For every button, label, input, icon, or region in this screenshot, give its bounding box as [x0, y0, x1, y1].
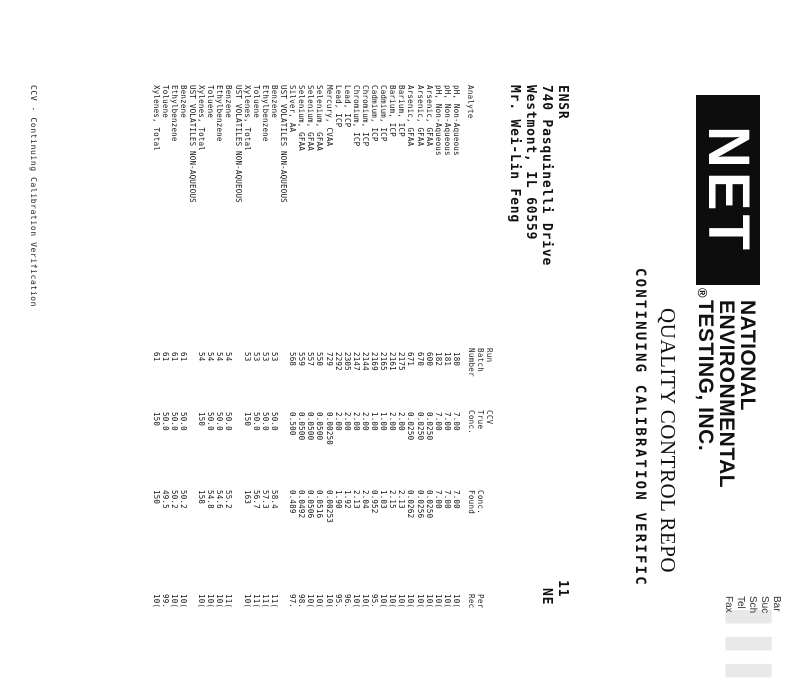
- cell-rec: 10(: [415, 594, 425, 609]
- cell-batch: 182: [433, 352, 443, 367]
- cell-found: 1.90: [333, 490, 343, 509]
- cell-found: 0.0250: [424, 490, 434, 519]
- column-header-run: Run: [485, 348, 494, 363]
- column-header-analyte: Analyte: [466, 85, 475, 119]
- company-line-2: ENVIRONMENTAL: [715, 300, 738, 489]
- cell-analyte: Toluene: [160, 85, 170, 119]
- cell-analyte: Toluene: [251, 85, 261, 119]
- cell-rec: 10(: [324, 594, 334, 609]
- cell-rec: 10(: [242, 594, 252, 609]
- company-line-3: TESTING, INC.: [694, 300, 717, 452]
- cell-analyte: Cadmium, ICP: [379, 85, 389, 142]
- cell-found: 0.0492: [297, 490, 307, 519]
- cell-rec: 10(: [406, 594, 416, 609]
- table-row: [407, 0, 415, 618]
- cell-found: 0.0262: [406, 490, 416, 519]
- cell-true-conc: 50.0: [215, 412, 225, 431]
- table-row: [306, 0, 314, 618]
- footnote: CCV - Continuing Calibration Verification: [29, 85, 38, 308]
- cell-batch: 2292: [333, 352, 343, 371]
- cell-batch: 2169: [370, 352, 380, 371]
- cell-true-conc: 150: [151, 412, 161, 427]
- cell-found: 2.13: [351, 490, 361, 509]
- cell-found: 158: [197, 490, 207, 505]
- table-row: [170, 0, 178, 618]
- net-logo: [696, 95, 760, 285]
- cell-true-conc: 50.0: [251, 412, 261, 431]
- cell-rec: 11(: [260, 594, 270, 609]
- cell-found: 1.92: [342, 490, 352, 509]
- cell-batch: 670: [415, 352, 425, 367]
- table-row: [243, 0, 251, 618]
- cell-found: 0.00253: [324, 490, 334, 524]
- cell-batch: 2175: [397, 352, 407, 371]
- cell-found: 1.03: [379, 490, 389, 509]
- cell-analyte: Silver, AA: [288, 85, 298, 133]
- side-line-4: Tel: [735, 596, 746, 609]
- cell-found: 56.7: [251, 490, 261, 509]
- cell-rec: 98.: [297, 594, 307, 609]
- table-row: [443, 0, 451, 618]
- cell-true-conc: 50.0: [160, 412, 170, 431]
- date-fragment: 11: [555, 580, 570, 598]
- cell-true-conc: 50.0: [224, 412, 234, 431]
- cell-rec: 10(: [151, 594, 161, 609]
- cell-analyte: Ethylbenzene: [169, 85, 179, 142]
- cell-batch: 2147: [351, 352, 361, 371]
- cell-true-conc: 2.00: [342, 412, 352, 431]
- table-row: [206, 0, 214, 618]
- column-header-conc-found-1: Conc.: [476, 490, 485, 515]
- cell-batch: 181: [442, 352, 452, 367]
- cell-analyte: pH, Non-Aqueous: [452, 85, 461, 156]
- cell-found: 0.489: [288, 490, 298, 514]
- table-row: [361, 0, 369, 618]
- column-header-true: True: [476, 410, 485, 430]
- cell-analyte: Benzene: [224, 85, 234, 119]
- cell-batch: 2161: [388, 352, 398, 371]
- cell-found: 50.2: [169, 490, 179, 509]
- cell-found: 2.04: [361, 490, 370, 509]
- table-row: [270, 0, 278, 618]
- report-subtitle: CONTINUING CALIBRATION VERIFIC: [632, 268, 648, 587]
- cell-true-conc: 150: [197, 412, 207, 427]
- cell-rec: 10(: [433, 594, 443, 609]
- cell-rec: 10(: [361, 594, 370, 609]
- cell-batch: 54: [197, 352, 207, 362]
- side-line-3: Sch: [747, 596, 758, 614]
- cell-analyte: Selenium, GFAA: [315, 85, 325, 152]
- cell-found: 54.8: [206, 490, 216, 509]
- column-header-number: Number: [467, 348, 476, 377]
- table-row: [225, 0, 233, 618]
- address-line-1: 740 Pasquinelli Drive: [539, 85, 554, 267]
- client-code: ENSR: [555, 85, 570, 120]
- table-row: [334, 0, 342, 618]
- cell-rec: 10(: [197, 594, 207, 609]
- column-header-rec: Rec: [467, 594, 476, 609]
- cell-batch: 559: [297, 352, 307, 367]
- cell-analyte: pH, Non-Aqueous: [433, 85, 443, 156]
- registered-mark: ®: [695, 288, 710, 298]
- cell-rec: 10(: [379, 594, 389, 609]
- cell-found: 49.5: [160, 490, 170, 509]
- table-row: [425, 0, 433, 618]
- cell-true-conc: 0.0250: [406, 412, 416, 441]
- cell-true-conc: 7.00: [433, 412, 443, 431]
- cell-found: 0.0516: [315, 490, 325, 519]
- cell-batch: 53: [242, 352, 252, 362]
- cell-found: 0.0506: [306, 490, 316, 519]
- cell-analyte: Benzene: [179, 85, 188, 119]
- cell-batch: 568: [288, 352, 298, 367]
- cell-analyte: Toluene: [206, 85, 216, 119]
- cell-analyte: Lead, ICP: [333, 85, 343, 128]
- cell-true-conc: 1.00: [379, 412, 389, 431]
- cell-found: 7.00: [442, 490, 452, 509]
- cell-rec: 10(: [215, 594, 225, 609]
- table-row: [452, 0, 460, 618]
- cell-batch: 61: [179, 352, 188, 362]
- cell-rec: 95.: [370, 594, 380, 609]
- cell-rec: 10(: [306, 594, 316, 609]
- cell-analyte: Arsenic, GFAA: [406, 85, 416, 147]
- cell-rec: 10(: [388, 594, 398, 609]
- cell-rec: 10(: [397, 594, 407, 609]
- cell-true-conc: 50.0: [260, 412, 270, 431]
- cell-found: 50.2: [179, 490, 188, 509]
- contact-name: Mr. Wei-Lin Feng: [507, 85, 522, 224]
- table-row: [416, 0, 424, 618]
- cell-found: 7.00: [452, 490, 461, 509]
- cell-analyte: Arsenic, GFAA: [415, 85, 425, 147]
- table-row: [352, 0, 360, 618]
- cell-batch: 54: [206, 352, 216, 362]
- cell-analyte: Ethylbenzene: [260, 85, 270, 142]
- cell-batch: 61: [151, 352, 161, 362]
- cell-rec: 10(: [442, 594, 452, 609]
- cell-batch: 600: [424, 352, 434, 367]
- table-row: [434, 0, 442, 618]
- cell-rec: 97.: [288, 594, 298, 609]
- table-row: [261, 0, 269, 618]
- cell-analyte: Barium, ICP: [388, 85, 398, 137]
- cell-batch: 180: [452, 352, 461, 367]
- cell-true-conc: 0.500: [288, 412, 298, 436]
- cell-true-conc: 50.0: [270, 412, 279, 431]
- cell-batch: 2165: [379, 352, 389, 371]
- cell-true-conc: 0.0500: [306, 412, 316, 441]
- cell-found: 0.952: [370, 490, 380, 514]
- cell-true-conc: 2.00: [361, 412, 370, 431]
- cell-analyte: UST VOLATILES NON-AQUEOUS: [279, 85, 289, 203]
- table-row: [188, 0, 196, 618]
- cell-true-conc: 0.0250: [415, 412, 425, 441]
- cell-analyte: UST VOLATILES NON-AQUEOUS: [188, 85, 198, 203]
- cell-analyte: Xylenes, Total: [197, 85, 207, 152]
- side-line-5: Fax: [723, 596, 734, 613]
- cell-true-conc: 50.0: [169, 412, 179, 431]
- cell-analyte: Barium, ICP: [397, 85, 407, 137]
- cell-batch: 61: [160, 352, 170, 362]
- cell-analyte: Arsenic, GFAA: [424, 85, 434, 147]
- cell-analyte: Selenium, GFAA: [297, 85, 307, 152]
- logo-text: NET: [696, 126, 761, 254]
- cell-true-conc: 7.00: [442, 412, 452, 431]
- column-header-batch: Batch: [476, 348, 485, 373]
- cell-batch: 2144: [361, 352, 370, 371]
- cell-found: 55.2: [224, 490, 234, 509]
- cell-batch: 54: [215, 352, 225, 362]
- cell-analyte: UST VOLATILES NON-AQUEOUS: [233, 85, 243, 203]
- cell-found: 58.4: [270, 490, 279, 509]
- cell-analyte: Mercury, CVAA: [324, 85, 334, 147]
- column-header-conc-found-2: Found: [467, 490, 476, 515]
- cell-analyte: Lead, ICP: [342, 85, 352, 128]
- cell-true-conc: 0.00250: [324, 412, 334, 446]
- table-row: [179, 0, 187, 618]
- side-line-2: Suc: [759, 596, 770, 614]
- cell-analyte: pH, Non-Aqueous: [442, 85, 452, 156]
- cell-batch: 729: [324, 352, 334, 367]
- cell-rec: 95.: [333, 594, 343, 609]
- cell-analyte: Chromium, ICP: [351, 85, 361, 147]
- cell-rec: 11(: [251, 594, 261, 609]
- cell-found: 150: [151, 490, 161, 505]
- table-row: [397, 0, 405, 618]
- cell-true-conc: 50.0: [179, 412, 188, 431]
- cell-analyte: Chromium, ICP: [361, 85, 370, 147]
- cell-true-conc: 7.00: [452, 412, 461, 431]
- cell-true-conc: 2.00: [333, 412, 343, 431]
- cell-true-conc: 1.00: [370, 412, 380, 431]
- cell-batch: 54: [224, 352, 234, 362]
- faint-watermark-icon: ▌▌▌: [728, 610, 770, 691]
- cell-rec: 10(: [424, 594, 434, 609]
- table-row: [316, 0, 324, 618]
- table-row: [325, 0, 333, 618]
- table-row: [234, 0, 242, 618]
- cell-true-conc: 150: [242, 412, 252, 427]
- cell-found: 0.0256: [415, 490, 425, 519]
- cell-rec: 10(: [179, 594, 188, 609]
- column-header-ccv: CCV: [485, 410, 494, 425]
- column-header-conc: Conc.: [467, 410, 476, 435]
- cell-batch: 2305: [342, 352, 352, 371]
- cell-batch: 53: [260, 352, 270, 362]
- cell-rec: 10(: [315, 594, 325, 609]
- cell-found: 7.00: [433, 490, 443, 509]
- cell-true-conc: 0.0500: [315, 412, 325, 441]
- cell-rec: 11(: [224, 594, 234, 609]
- cell-true-conc: 0.0500: [297, 412, 307, 441]
- cell-true-conc: 0.0250: [424, 412, 434, 441]
- company-line-1: NATIONAL: [736, 300, 759, 411]
- cell-found: 2.13: [397, 490, 407, 509]
- cell-analyte: Ethylbenzene: [215, 85, 225, 142]
- cell-found: 2.15: [388, 490, 398, 509]
- report-title: QUALITY CONTROL REPO: [656, 308, 680, 574]
- cell-batch: 53: [251, 352, 261, 362]
- ne-fragment: NE: [539, 588, 554, 606]
- table-row: [388, 0, 396, 618]
- cell-batch: 671: [406, 352, 416, 367]
- side-line-1: Bar: [771, 596, 782, 612]
- cell-rec: 96.: [342, 594, 352, 609]
- cell-rec: 10(: [206, 594, 216, 609]
- table-row: [252, 0, 260, 618]
- table-row: [197, 0, 205, 618]
- cell-rec: 10(: [452, 594, 461, 609]
- cell-found: 54.6: [215, 490, 225, 509]
- cell-rec: 11(: [270, 594, 279, 609]
- address-line-2: Westmont, IL 60559: [523, 85, 538, 241]
- table-row: [152, 0, 160, 618]
- cell-rec: 10(: [169, 594, 179, 609]
- cell-batch: 61: [169, 352, 179, 362]
- table-row: [279, 0, 287, 618]
- cell-found: 163: [242, 490, 252, 505]
- cell-rec: 10(: [351, 594, 361, 609]
- cell-found: 57.3: [260, 490, 270, 509]
- cell-true-conc: 2.00: [388, 412, 398, 431]
- cell-true-conc: 2.00: [397, 412, 407, 431]
- cell-batch: 550: [315, 352, 325, 367]
- table-row: [343, 0, 351, 618]
- cell-rec: 99.: [160, 594, 170, 609]
- cell-batch: 53: [270, 352, 279, 362]
- cell-batch: 557: [306, 352, 316, 367]
- cell-analyte: Xylenes, Total: [151, 85, 161, 152]
- cell-true-conc: 50.0: [206, 412, 216, 431]
- column-header-percent: Per: [476, 594, 485, 609]
- table-row: [379, 0, 387, 618]
- table-row: [370, 0, 378, 618]
- cell-analyte: Benzene: [270, 85, 279, 119]
- table-row: [215, 0, 223, 618]
- cell-analyte: Cadmium, ICP: [370, 85, 380, 142]
- cell-analyte: Selenium, GFAA: [306, 85, 316, 152]
- table-row: [288, 0, 296, 618]
- cell-analyte: Xylenes, Total: [242, 85, 252, 152]
- table-row: [161, 0, 169, 618]
- cell-true-conc: 2.00: [351, 412, 361, 431]
- table-row: [297, 0, 305, 618]
